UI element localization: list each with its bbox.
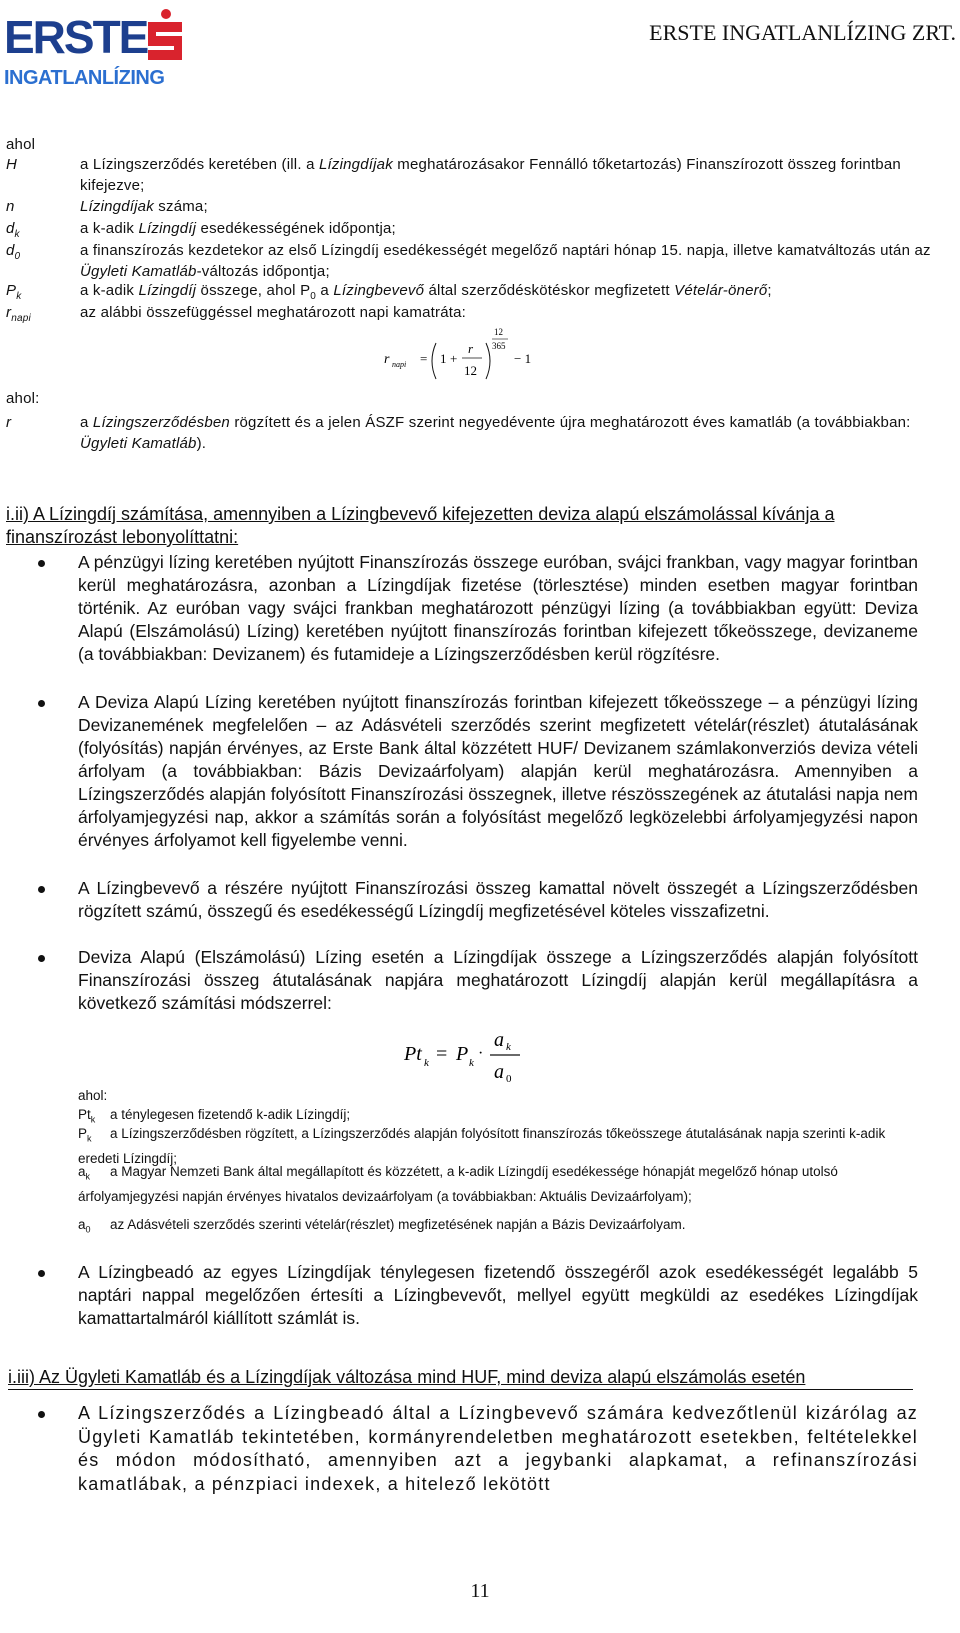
formula-p-sub: k xyxy=(469,1057,474,1069)
formula-def-text: a Magyar Nemzeti Bank által megállapított és közzétett, a k-adik Lízingdíj esedékessége hónapját megelőző hónap utolsó árfolyamjegyzési napján érvényes hivatalos devizaárfolyam (a továbbiakban: Aktuális Devizaárfolyam); xyxy=(78,1164,838,1204)
formula-lhs: Pt xyxy=(404,1043,422,1065)
formula-def-text: az Adásvételi szerződés szerinti vételár(részlet) megfizetésének napján a Bázis Devizaárfolyam. xyxy=(110,1217,686,1232)
def-text: a Lízingszerződés keretében (ill. a Lízingdíjak meghatározásakor Fennálló tőketartozás) Finanszírozott összeg forintban kifejezve; xyxy=(80,156,901,194)
bullet-dot xyxy=(38,700,45,707)
formula-def-symbol: $a_k$ xyxy=(78,1164,91,1182)
section-heading: i.ii) A Lízingdíj számítása, amennyiben a Lízingbevevő kifejezetten deviza alapú elszámolással kívánja a finanszírozást lebonyolíttatni: xyxy=(6,504,835,547)
bullet-paragraph: A Lízingbevevő a részére nyújtott Finanszírozási összeg kamattal növelt összegét a Lízingszerződésben rögzített számú, összegű és esedékességű Lízingdíj megfizetésével köteles visszafizetni. xyxy=(78,878,918,921)
formula-lhs: r xyxy=(384,352,390,367)
formula-num-sub: k xyxy=(506,1041,511,1053)
def-text: az alábbi összefüggéssel meghatározott napi kamatráta: xyxy=(80,304,467,321)
def-symbol: $r_{napi}$ xyxy=(6,304,31,324)
bullet-paragraph: Deviza Alapú (Elszámolású) Lízing esetén a Lízingdíjak összege a Lízingszerződés alapján folyósított Finanszírozási összeg átutalásának napjára meghatározott Lízingdíj alapján kerül megállapításra a következő számítási módszerrel: xyxy=(78,947,918,1013)
formula-one: 1 xyxy=(440,351,447,366)
ahol-label: ahol xyxy=(6,136,36,153)
def-symbol: n xyxy=(6,198,15,215)
def-text: a k-adik Lízingdíj esedékességének időpontja; xyxy=(80,220,396,237)
formula-num: a xyxy=(494,1029,504,1051)
formula-dot: · xyxy=(478,1045,484,1062)
logo-wordmark: ERSTE xyxy=(4,11,148,63)
formula-eq: = xyxy=(420,351,428,366)
bullet-paragraph: A Lízingszerződés a Lízingbeadó által a Lízingbevevő számára kedvezőtlenül kizárólag az Ügyleti Kamatláb tekintetében, kormányrendeletben meghatározott esetekben, feltételekkel és módon módosítható, amennyiben azt a jegybanki alapkamat, a refinanszírozási kamatlábak, a pénzpiaci indexek, a hitelező lekötött xyxy=(78,1403,918,1494)
def-text: a Lízingszerződésben rögzített és a jelen ÁSZF szerint negyedévente újra meghatározott éves kamatláb (a továbbiakban: Ügyleti Kamatláb). xyxy=(80,414,911,452)
section-heading: i.iii) Az Ügyleti Kamatláb és a Lízingdíjak változása mind HUF, mind deviza alapú elszámolás esetén xyxy=(8,1366,913,1390)
formula-def-text: a ténylegesen fizetendő k-adik Lízingdíj; xyxy=(110,1107,351,1122)
def-text: Lízingdíjak száma; xyxy=(80,198,208,215)
formula-plus: + xyxy=(450,351,458,366)
page-number: 11 xyxy=(470,1580,490,1602)
ahol-label-2: ahol: xyxy=(6,390,40,407)
bullet-paragraph: A Deviza Alapú Lízing keretében nyújtott finanszírozás forintban kifejezett tőkeösszege – a pénzügyi lízing Devizanemének megfelelően – az Adásvételi szerződés szerint megfizetett vételár(részlet) átutalásának (folyósítás) napján érvényes, az Erste Bank által közzétett HUF/ Devizanem számlakonverziós deviza vételi árfolyam (a továbbiakban: Bázis Devizaárfolyam) alapján kerül meghatározásra. Amennyiben a Lízingszerződés alapján folyósított Finanszírozási összegnek, illetve részösszegének az átutalási napja nem árfolyamjegyzési nap, akkor a számítás során a folyósítást megelőző legközelebbi árfolyamjegyzési napon érvényes árfolyamot kell figyelembe venni. xyxy=(78,692,918,850)
formula-def-text: a Lízingszerződésben rögzített, a Lízingszerződés alapján folyósított finanszírozás tőkeösszege átutalásának napja szerinti k-adik eredeti Lízingdíj; xyxy=(78,1126,886,1166)
formula-den: a xyxy=(494,1061,504,1083)
erste-logo xyxy=(4,8,180,88)
logo-s-symbol-icon xyxy=(142,8,186,64)
def-symbol: $d_0$ xyxy=(6,242,21,262)
formula-def-symbol: $a_0$ xyxy=(78,1217,91,1235)
bullet-dot xyxy=(38,955,45,962)
formula-lhs-sub: napi xyxy=(392,360,407,369)
def-symbol: $P_k$ xyxy=(6,282,22,302)
def-text: a finanszírozás kezdetekor az első Lízingdíj esedékességét megelőző naptári hónap 15. napja, illetve kamatváltozás után az Ügyleti Kamatláb-változás időpontja; xyxy=(80,242,931,280)
bullet-dot xyxy=(38,886,45,893)
daily-rate-formula xyxy=(382,325,552,387)
bullet-paragraph: A Lízingbeadó az egyes Lízingdíjak ténylegesen fizetendő összegéről azok esedékességét legalább 5 naptári nappal megelőzően értesíti a Lízingbevevőt, mellyel együtt megküldi az esedékes Lízingdíjak kamattartalmáról kiállított számlát is. xyxy=(78,1262,918,1328)
company-name: ERSTE INGATLANLÍZING ZRT. xyxy=(649,20,956,45)
lease-fee-formula xyxy=(402,1022,532,1086)
ahol-label-3: ahol: xyxy=(78,1088,108,1103)
def-symbol: H xyxy=(6,156,18,173)
bullet-dot xyxy=(38,1411,45,1418)
def-text: a k-adik Lízingdíj összege, ahol $P_0$ a Lízingbevevő által szerződéskötéskor megfizetett Vételár-önerő; xyxy=(80,282,772,302)
formula-def-row xyxy=(78,1215,920,1240)
bullet-dot xyxy=(38,1270,45,1277)
formula-exp-num: 12 xyxy=(494,327,503,337)
bullet-dot xyxy=(38,560,45,567)
formula-def-symbol: $P_k$ xyxy=(78,1126,92,1144)
logo-subtitle: INGATLANLÍZING xyxy=(4,67,165,89)
formula-minus-one: − 1 xyxy=(514,351,532,366)
formula-exp-den: 365 xyxy=(492,341,506,351)
formula-lhs-sub: k xyxy=(424,1057,429,1069)
formula-den: 12 xyxy=(464,363,477,378)
formula-den-sub: 0 xyxy=(506,1073,512,1085)
def-symbol: r xyxy=(6,414,12,431)
formula-eq: = xyxy=(436,1043,448,1065)
formula-def-symbol: $Pt_k$ xyxy=(78,1107,96,1125)
bullet-paragraph: A pénzügyi lízing keretében nyújtott Finanszírozás összege euróban, svájci frankban, vagy magyar forintban kerül meghatározásra, azonban a Lízingdíjak fizetése (törlesztése) minden esetben magyar forintban történik. Az euróban vagy svájci frankban meghatározott pénzügyi lízing (a továbbiakban együtt: Deviza Alapú (Elszámolású) Lízing) keretében nyújtott finanszírozás forintban kifejezett tőkeösszege, devizaneme (a továbbiakban: Devizanem) és futamideje a Lízingszerződésben kerül rögzítésre. xyxy=(78,552,918,664)
formula-p: P xyxy=(456,1043,469,1065)
def-symbol: $d_k$ xyxy=(6,220,20,240)
formula-num: r xyxy=(468,341,474,356)
formula-def-row xyxy=(78,1162,920,1206)
